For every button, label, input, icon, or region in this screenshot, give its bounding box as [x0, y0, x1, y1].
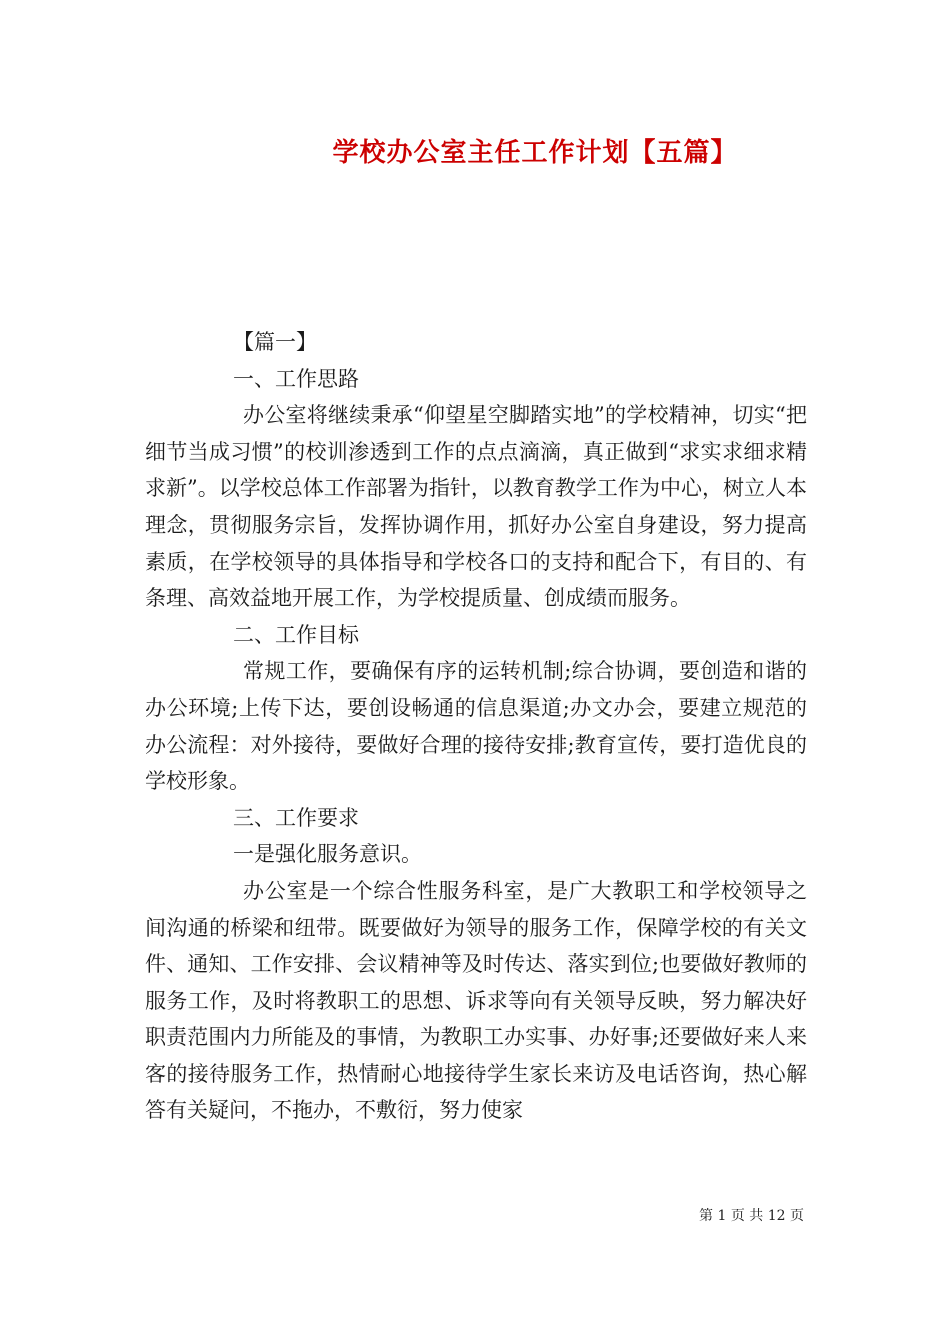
- heading-work-requirements: 三、工作要求: [233, 805, 359, 830]
- paragraph-work-goals: 常规工作，要确保有序的运转机制;综合协调，要创造和谐的办公环境;上传下达，要创设畅通的信息渠道;办文办会，要建立规范的办公流程：对外接待，要做好合理的接待安排;教育宣传，要打造优良的学校形象。: [145, 659, 807, 794]
- subheading-service-awareness: 一是强化服务意识。: [233, 842, 422, 867]
- document-body: [145, 324, 807, 1129]
- heading-work-goals: 二、工作目标: [233, 622, 359, 647]
- page-number: 第 1 页 共 12 页: [699, 1208, 804, 1224]
- paragraph-work-ideas: 办公室将继续秉承“仰望星空脚踏实地”的学校精神，切实“把细节当成习惯”的校训渗透到工作的点点滴滴，真正做到“求实求细求精求新”。以学校总体工作部署为指针，以教育教学工作为中心，树立人本理念，贯彻服务宗旨，发挥协调作用，抓好办公室自身建设，努力提高素质，在学校领导的具体指导和学校各口的支持和配合下，有目的、有条理、高效益地开展工作，为学校提质量、创成绩而服务。: [145, 403, 807, 611]
- paragraph-service-awareness: 办公室是一个综合性服务科室，是广大教职工和学校领导之间沟通的桥梁和纽带。既要做好为领导的服务工作，保障学校的有关文件、通知、工作安排、会议精神等及时传达、落实到位;也要做好教师的服务工作，及时将教职工的思想、诉求等向有关领导反映，努力解决好职责范围内力所能及的事情，为教职工办实事、办好事;还要做好来人来客的接待服务工作，热情耐心地接待学生家长来访及电话咨询，热心解答有关疑问，不拖办，不敷衍，努力使家: [145, 878, 807, 1123]
- document-title: 学校办公室主任工作计划【五篇】: [332, 138, 738, 168]
- section-label: 【篇一】: [233, 330, 317, 354]
- heading-work-ideas: 一、工作思路: [233, 366, 359, 391]
